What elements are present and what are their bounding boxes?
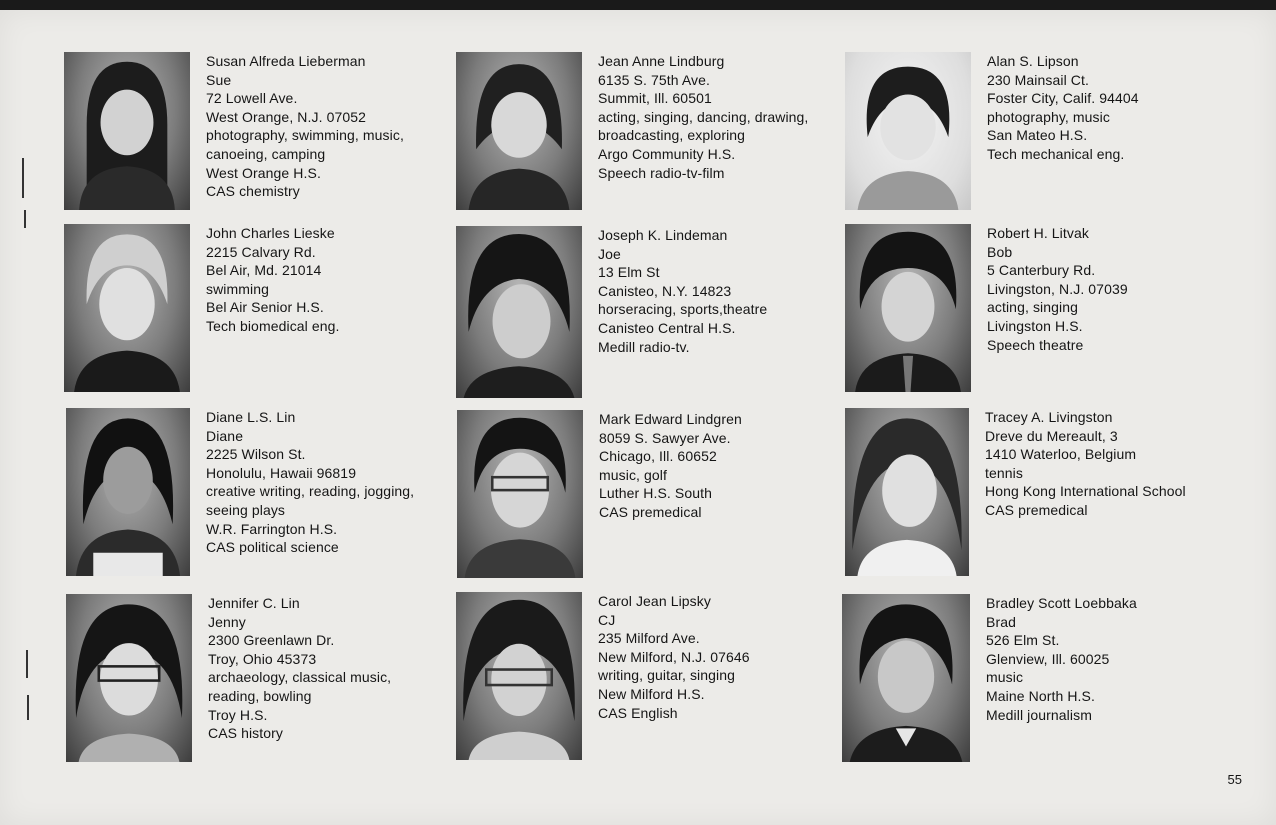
student-entry	[66, 408, 414, 576]
student-portrait	[456, 52, 582, 210]
student-info-line: 2300 Greenlawn Dr.	[208, 632, 335, 649]
student-info	[598, 52, 808, 182]
student-info	[206, 52, 404, 201]
student-info-line: Tech mechanical eng.	[987, 145, 1125, 162]
student-entry	[457, 410, 742, 578]
student-info-line: Livingston, N.J. 07039	[987, 280, 1128, 297]
student-info-line: CAS chemistry	[206, 183, 300, 200]
student-portrait	[456, 592, 582, 760]
student-info-line: 6135 S. 75th Ave.	[598, 71, 710, 88]
student-info-line: Diane	[206, 427, 244, 444]
student-info-line: CAS premedical	[599, 503, 702, 520]
student-info-line: Maine North H.S.	[986, 687, 1095, 704]
student-info-line: creative writing, reading, jogging,	[206, 483, 415, 500]
student-info-line: Bob	[987, 243, 1013, 260]
student-info-line: Tech biomedical eng.	[206, 317, 340, 334]
student-info	[206, 224, 340, 336]
student-info-line: Speech radio-tv-film	[598, 164, 725, 181]
student-info-line: writing, guitar, singing	[598, 667, 736, 684]
student-name: Diane L.S. Lin	[206, 409, 296, 425]
student-info-line: Argo Community H.S.	[598, 145, 736, 162]
student-info	[986, 594, 1137, 724]
student-info-line: Jenny	[208, 613, 246, 630]
student-info-line: Foster City, Calif. 94404	[987, 90, 1139, 107]
student-entry	[845, 408, 1186, 576]
student-info-line: Sue	[206, 71, 232, 88]
student-info	[987, 224, 1128, 354]
student-info-line: Medill journalism	[986, 706, 1092, 723]
student-info-line: broadcasting, exploring	[598, 127, 746, 144]
student-info	[985, 408, 1186, 520]
binding-mark	[26, 650, 28, 678]
student-info	[987, 52, 1139, 164]
student-info-line: canoeing, camping	[206, 145, 326, 162]
student-name: Mark Edward Lindgren	[599, 411, 742, 427]
student-info-line: reading, bowling	[208, 687, 312, 704]
student-info-line: Livingston H.S.	[987, 317, 1083, 334]
student-entry	[456, 592, 750, 760]
student-info-line: Canisteo Central H.S.	[598, 319, 736, 336]
student-entry	[845, 224, 1128, 392]
student-name: Jennifer C. Lin	[208, 595, 300, 611]
student-portrait	[845, 224, 971, 392]
student-info-line: Medill radio-tv.	[598, 338, 690, 355]
student-info-line: Chicago, Ill. 60652	[599, 448, 717, 465]
student-name: Jean Anne Lindburg	[598, 53, 725, 69]
page-number: 55	[1227, 772, 1242, 787]
student-name: Bradley Scott Loebbaka	[986, 595, 1137, 611]
student-info-line: 8059 S. Sawyer Ave.	[599, 429, 731, 446]
student-info-line: W.R. Farrington H.S.	[206, 520, 338, 537]
student-info-line: 13 Elm St	[598, 264, 660, 281]
yearbook-page	[0, 10, 1276, 825]
binding-mark	[27, 695, 29, 720]
student-info-line: 72 Lowell Ave.	[206, 90, 298, 107]
student-info-line: CAS political science	[206, 539, 339, 556]
student-info-line: Joe	[598, 245, 621, 262]
student-info-line: Bel Air, Md. 21014	[206, 262, 322, 279]
student-info	[598, 226, 767, 356]
student-entry	[845, 52, 1139, 210]
student-info-line: 230 Mainsail Ct.	[987, 71, 1089, 88]
student-info-line: music	[986, 669, 1024, 686]
student-entry	[842, 594, 1137, 762]
student-info-line: Glenview, Ill. 60025	[986, 650, 1110, 667]
student-name: Susan Alfreda Lieberman	[206, 53, 366, 69]
student-info-line: 5 Canterbury Rd.	[987, 262, 1096, 279]
student-info-line: West Orange H.S.	[206, 164, 321, 181]
student-info-line: Summit, Ill. 60501	[598, 90, 712, 107]
student-info-line: acting, singing	[987, 299, 1079, 316]
student-info-line: acting, singing, dancing, drawing,	[598, 108, 809, 125]
student-info-line: Brad	[986, 613, 1016, 630]
student-info-line: horseracing, sports,theatre	[598, 301, 768, 318]
student-name: John Charles Lieske	[206, 225, 335, 241]
student-info-line: San Mateo H.S.	[987, 127, 1088, 144]
student-entry	[456, 226, 767, 398]
student-portrait	[64, 52, 190, 210]
student-entry	[66, 594, 391, 762]
student-name: Tracey A. Livingston	[985, 409, 1113, 425]
student-name: Alan S. Lipson	[987, 53, 1079, 69]
student-info	[598, 592, 750, 722]
student-info	[208, 594, 391, 743]
student-info-line: New Milford H.S.	[598, 685, 705, 702]
student-info-line: music, golf	[599, 466, 668, 483]
student-info-line: archaeology, classical music,	[208, 669, 392, 686]
student-info-line: CJ	[598, 611, 616, 628]
student-portrait	[456, 226, 582, 398]
binding-mark	[24, 210, 26, 228]
student-info-line: West Orange, N.J. 07052	[206, 108, 367, 125]
student-info	[599, 410, 742, 522]
student-info-line: New Milford, N.J. 07646	[598, 648, 750, 665]
student-portrait	[845, 52, 971, 210]
student-info-line: photography, music	[987, 108, 1110, 125]
student-info-line: tennis	[985, 464, 1023, 481]
student-info-line: 235 Milford Ave.	[598, 630, 700, 647]
student-info-line: Speech theatre	[987, 336, 1084, 353]
student-info-line: CAS history	[208, 725, 284, 742]
student-info-line: 2215 Calvary Rd.	[206, 243, 316, 260]
student-info-line: CAS premedical	[985, 501, 1088, 518]
student-info-line: Luther H.S. South	[599, 485, 712, 502]
student-info-line: Bel Air Senior H.S.	[206, 299, 324, 316]
student-info	[206, 408, 414, 557]
student-portrait	[845, 408, 969, 576]
student-name: Carol Jean Lipsky	[598, 593, 711, 609]
student-info-line: 526 Elm St.	[986, 632, 1060, 649]
student-info-line: swimming	[206, 280, 270, 297]
student-info-line: Troy, Ohio 45373	[208, 650, 317, 667]
student-portrait	[66, 594, 192, 762]
student-portrait	[842, 594, 970, 762]
student-info-line: seeing plays	[206, 501, 286, 518]
student-info-line: 2225 Wilson St.	[206, 446, 306, 463]
student-info-line: Honolulu, Hawaii 96819	[206, 464, 357, 481]
student-name: Joseph K. Lindeman	[598, 227, 728, 243]
student-info-line: Canisteo, N.Y. 14823	[598, 282, 732, 299]
student-info-line: 1410 Waterloo, Belgium	[985, 446, 1137, 463]
student-info-line: Troy H.S.	[208, 706, 268, 723]
student-entry	[456, 52, 808, 210]
student-portrait	[457, 410, 583, 578]
student-name: Robert H. Litvak	[987, 225, 1089, 241]
student-portrait	[66, 408, 190, 576]
student-info-line: Hong Kong International School	[985, 483, 1186, 500]
student-info-line: CAS English	[598, 704, 678, 721]
student-info-line: photography, swimming, music,	[206, 127, 404, 144]
student-entry	[64, 224, 340, 392]
student-info-line: Dreve du Mereault, 3	[985, 427, 1118, 444]
student-entry	[64, 52, 404, 210]
binding-mark	[22, 158, 24, 198]
student-portrait	[64, 224, 190, 392]
